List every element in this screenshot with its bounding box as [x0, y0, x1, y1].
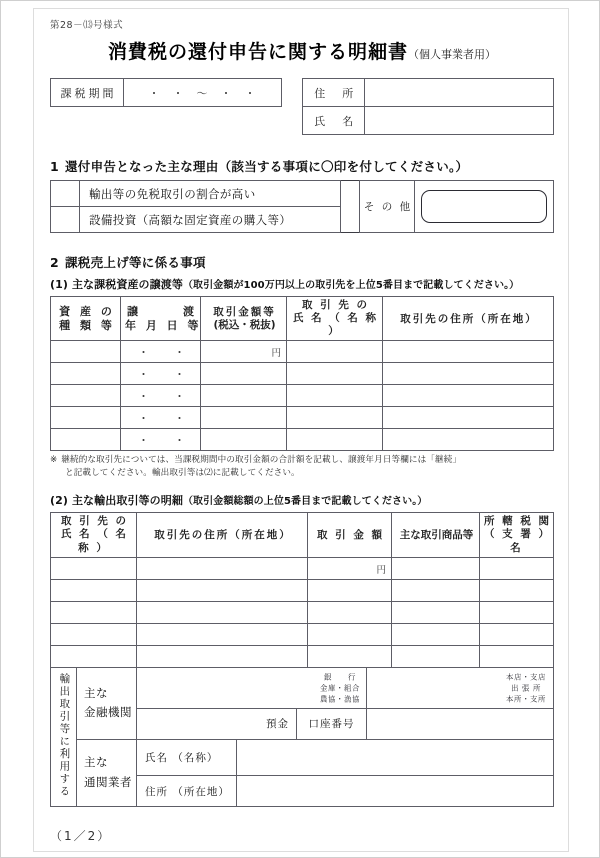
page-number: （1／2） [50, 829, 112, 844]
cell-asset-type[interactable] [51, 385, 121, 407]
section2-1-number: (1) [50, 278, 69, 291]
section1-heading-text: 還付申告となった主な理由（該当する事項に〇印を付してください。） [65, 159, 469, 174]
col-asset-type-l1: 資 産 の [59, 304, 115, 318]
cell-export-amount[interactable] [308, 645, 392, 667]
col-amount-l1: 取引金額等 [213, 305, 276, 318]
note-mark: ※ [50, 455, 58, 466]
form-sheet [34, 9, 568, 851]
section2-heading-text: 課税売上げ等に係る事項 [65, 255, 206, 270]
cell-partner-name[interactable] [287, 363, 383, 385]
cell-export-amount[interactable] [308, 623, 392, 645]
cell-partner-address[interactable] [383, 429, 554, 451]
page-title-main: 消費税の還付申告に関する明細書 [107, 41, 408, 63]
table-row [51, 341, 554, 363]
col-partner-name-l1: 取 引 先 の [302, 299, 369, 311]
cell-transfer-date[interactable]: ・ ・ [121, 385, 201, 407]
cell-export-partner-address[interactable] [137, 645, 308, 667]
cell-main-goods[interactable] [392, 557, 480, 579]
name-input[interactable] [365, 107, 554, 135]
bank-type-option-3[interactable]: 農協・漁協 [320, 694, 360, 704]
cell-amount[interactable] [201, 385, 287, 407]
cell-export-partner-address[interactable] [137, 557, 308, 579]
cell-partner-address[interactable] [383, 363, 554, 385]
reason-label-2: 設備投資（高額な固定資産の購入等） [80, 207, 341, 233]
cell-export-partner-address[interactable] [137, 601, 308, 623]
section2-2-heading [50, 492, 554, 508]
bank-type-options [320, 671, 360, 704]
cell-partner-address[interactable] [383, 407, 554, 429]
col-export-partner-name-l1: 取 引 先 の [61, 515, 128, 528]
cell-main-goods[interactable] [392, 579, 480, 601]
col-partner-name [287, 297, 383, 341]
note-line-1: 継続的な取引先については、当課税期間中の取引金額の合計額を記載し、譲渡年月日等欄には「継続」 [61, 455, 462, 466]
col-transfer-date [121, 297, 201, 341]
table-row [51, 601, 554, 623]
cell-export-amount[interactable] [308, 601, 392, 623]
bank-type-option-1[interactable]: 銀 行 [324, 671, 356, 681]
reason-mark-1[interactable] [51, 181, 80, 207]
cell-main-goods[interactable] [392, 623, 480, 645]
cell-asset-type[interactable] [51, 407, 121, 429]
bank-label [77, 667, 137, 739]
deposit-type-cell[interactable]: 預金 [137, 708, 297, 739]
bank-label-l2: 金融機関 [84, 705, 132, 720]
col-customs-office-l2: （ 支 署 ） 名 [484, 528, 551, 554]
col-partner-address: 取引先の住所（所在地） [383, 297, 554, 341]
cell-export-partner-name[interactable] [51, 579, 137, 601]
cell-export-partner-name[interactable] [51, 645, 137, 667]
table-row [51, 363, 554, 385]
section2-1-heading-note: （取引金額が100万円以上の取引先を上位5番目まで記載してください。） [182, 280, 520, 291]
table-row [51, 579, 554, 601]
note-line-2: と記載してください。輸出取引等は⑵に記載してください。 [65, 467, 300, 478]
cell-transfer-date[interactable]: ・ ・ [121, 341, 201, 363]
cell-main-goods[interactable] [392, 601, 480, 623]
bank-branch-input[interactable] [367, 667, 554, 708]
taxable-transfer-table [50, 296, 554, 451]
broker-name-label: 氏名 （名称） [137, 739, 237, 776]
cell-partner-name[interactable] [287, 407, 383, 429]
tax-period-label: 課税期間 [51, 79, 124, 107]
cell-amount[interactable] [201, 363, 287, 385]
broker-address-label: 住所 （所在地） [137, 776, 237, 807]
col-transfer-date-l1: 譲 渡 [127, 304, 197, 318]
cell-main-goods[interactable] [392, 645, 480, 667]
col-main-goods: 主な取引商品等 [392, 513, 480, 557]
cell-export-amount[interactable] [308, 579, 392, 601]
section2-2-heading-text: 主な輸出取引等の明細 [71, 494, 183, 508]
cell-customs-office[interactable] [480, 623, 554, 645]
tax-period-box [50, 78, 282, 107]
cell-partner-address[interactable] [383, 385, 554, 407]
section1-number: 1 [50, 159, 59, 174]
col-customs-office-l1: 所 轄 税 関 [484, 515, 551, 528]
cell-customs-office[interactable] [480, 557, 554, 579]
cell-export-partner-name[interactable] [51, 623, 137, 645]
section2-2-heading-note: （取引金額総額の上位5番目まで記載してください。） [182, 496, 428, 508]
col-export-partner-name [51, 513, 137, 557]
table-row [51, 623, 554, 645]
table-row [51, 385, 554, 407]
cell-transfer-date[interactable]: ・ ・ [121, 407, 201, 429]
cell-export-partner-address[interactable] [137, 579, 308, 601]
cell-asset-type[interactable] [51, 429, 121, 451]
page-title [50, 37, 554, 64]
broker-label-l2: 通関業者 [84, 775, 132, 790]
export-usage-table [50, 667, 554, 808]
cell-partner-name[interactable] [287, 429, 383, 451]
account-number-input[interactable] [367, 708, 554, 739]
section2-1-note [50, 454, 554, 479]
broker-label-l1: 主な [84, 755, 108, 770]
col-transfer-date-l2: 年 月 日 等 [125, 318, 202, 332]
broker-label [77, 739, 137, 807]
reason-mark-2[interactable] [51, 207, 80, 233]
col-amount-l2: (税込・税抜) [213, 318, 276, 331]
tax-period-input[interactable]: ・ ・ ～ ・ ・ [124, 79, 282, 107]
branch-type-option-1[interactable]: 本店・支店 [506, 671, 546, 681]
page-title-suffix: （個人事業者用） [408, 48, 496, 61]
col-export-partner-name-l2: 氏 名 （ 名 称 ） [61, 528, 128, 554]
address-label: 住 所 [303, 79, 365, 107]
cell-asset-type[interactable] [51, 341, 121, 363]
form-number: 第28－⒀号様式 [50, 20, 124, 31]
section2-1-heading-text: 主な課税資産の譲渡等 [71, 278, 183, 291]
cell-export-partner-name[interactable] [51, 557, 137, 579]
section2-heading [50, 253, 554, 271]
cell-asset-type[interactable] [51, 363, 121, 385]
branch-type-option-3[interactable]: 本所・支所 [506, 694, 546, 704]
cell-export-partner-name[interactable] [51, 601, 137, 623]
address-input[interactable] [365, 79, 554, 107]
header-fields [50, 78, 554, 135]
branch-type-option-2[interactable]: 出 張 所 [511, 683, 541, 693]
cell-partner-address[interactable] [383, 341, 554, 363]
cell-amount-unit[interactable]: 円 [201, 341, 287, 363]
export-usage-vertical-text: 輸出取引等に利用する [58, 672, 71, 798]
col-asset-type-l2: 種 類 等 [59, 318, 115, 332]
broker-address-input[interactable] [237, 776, 554, 807]
col-amount [201, 297, 287, 341]
col-partner-name-l2: 氏 名 （ 名 称 ） [292, 312, 379, 338]
other-reason-cell [415, 181, 554, 233]
cell-partner-name[interactable] [287, 385, 383, 407]
cell-amount[interactable] [201, 407, 287, 429]
export-detail-table [50, 512, 554, 667]
refund-reason-table [50, 180, 554, 233]
col-customs-office [480, 513, 554, 557]
table-header-row [51, 297, 554, 341]
table-header-row [51, 513, 554, 557]
col-asset-type [51, 297, 121, 341]
table-row [51, 407, 554, 429]
cell-transfer-date[interactable]: ・ ・ [121, 363, 201, 385]
section2-1-heading [50, 276, 554, 292]
table-row [51, 645, 554, 667]
cell-transfer-date[interactable]: ・ ・ [121, 429, 201, 451]
export-usage-vertical-label [51, 667, 77, 807]
bank-label-l1: 主な [84, 685, 108, 700]
section2-2-number: (2) [50, 494, 69, 508]
cell-export-partner-address[interactable] [137, 623, 308, 645]
cell-customs-office[interactable] [480, 645, 554, 667]
broker-name-input[interactable] [237, 739, 554, 776]
bank-name-input[interactable] [137, 667, 367, 708]
bank-type-option-2[interactable]: 金庫・組合 [320, 683, 360, 693]
cell-export-amount-unit[interactable]: 円 [308, 557, 392, 579]
cell-customs-office[interactable] [480, 579, 554, 601]
col-export-partner-address: 取引先の住所（所在地） [137, 513, 308, 557]
cell-partner-name[interactable] [287, 341, 383, 363]
taxpayer-box [302, 78, 554, 135]
name-label: 氏 名 [303, 107, 365, 135]
reason-gap [341, 181, 360, 233]
table-row [51, 429, 554, 451]
branch-type-options [506, 671, 546, 704]
table-row [51, 557, 554, 579]
section1-heading [50, 157, 554, 175]
col-export-amount: 取 引 金 額 [308, 513, 392, 557]
cell-amount[interactable] [201, 429, 287, 451]
other-reason-input[interactable] [421, 190, 547, 223]
account-number-label: 口座番号 [297, 708, 367, 739]
other-reason-label: そ の 他 [360, 181, 415, 233]
cell-customs-office[interactable] [480, 601, 554, 623]
section2-number: 2 [50, 255, 59, 270]
reason-label-1: 輸出等の免税取引の割合が高い [80, 181, 341, 207]
